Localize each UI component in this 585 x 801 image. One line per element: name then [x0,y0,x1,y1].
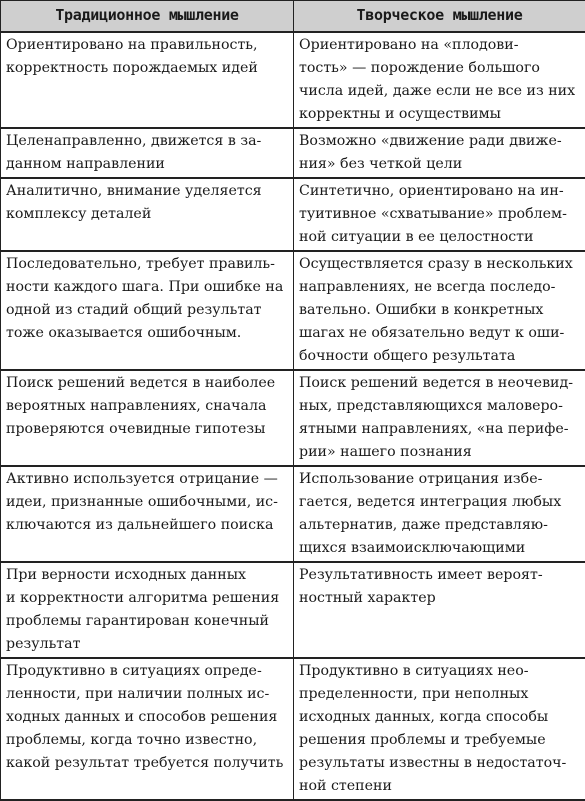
cell-traditional: Активно используется отрицание — идеи, признанные ошибочными, ис- ключаются из дальнейшего поиска [1,466,294,562]
table-row [1,562,585,658]
table-row [1,370,585,466]
cell-traditional: Целенаправленно, движется в за- данном направлении [1,128,294,178]
header-row [1,1,585,32]
table-row [1,32,585,128]
header-traditional: Традиционное мышление [1,1,294,32]
cell-creative: Возможно «движение ради движе- ния» без четкой цели [294,128,585,178]
cell-traditional: Продуктивно в ситуациях опреде- ленности, при наличии полных ис- ходных данных и способов решения проблемы, когда точно известно, какой результат требуется получить [1,658,294,800]
cell-creative: Использование отрицания избе- гается, ведется интеграция любых альтернатив, даже представляю- щихся взаимоисключающими [294,466,585,562]
cell-creative: Осуществляется сразу в нескольких направлениях, не всегда последо- вательно. Ошибки в конкретных шагах не обязательно ведут к оши- бочности общего результата [294,251,585,370]
cell-traditional: Ориентировано на правильность, корректность порождаемых идей [1,32,294,128]
table-row [1,251,585,370]
cell-traditional: При верности исходных данных и корректности алгоритма решения проблемы гарантирован конечный результат [1,562,294,658]
table-body [1,32,585,800]
cell-creative: Результативность имеет вероят- ностный характер [294,562,585,658]
cell-creative: Поиск решений ведется в неочевид- ных, представляющихся маловеро- ятными направлениях, «на перифе- рии» нашего познания [294,370,585,466]
cell-creative: Продуктивно в ситуациях нео- пределенности, при неполных исходных данных, когда способы решения проблемы и требуемые результаты известны в недостаточ- ной степени [294,658,585,800]
table-row [1,178,585,251]
cell-traditional: Аналитично, внимание уделяется комплексу деталей [1,178,294,251]
cell-creative: Синтетично, ориентировано на ин- туитивное «схватывание» проблем- ной ситуации в ее целостности [294,178,585,251]
cell-creative: Ориентировано на «плодови- тость» — порождение большого числа идей, даже если не все из них корректны и осуществимы [294,32,585,128]
table-header [1,1,585,32]
cell-traditional: Поиск решений ведется в наиболее вероятных направлениях, сначала проверяются очевидные гипотезы [1,370,294,466]
header-creative: Творческое мышление [294,1,585,32]
table-row [1,658,585,800]
cell-traditional: Последовательно, требует правиль- ности каждого шага. При ошибке на одной из стадий общий результат тоже оказывается ошибочным. [1,251,294,370]
table-row [1,466,585,562]
table-row [1,128,585,178]
